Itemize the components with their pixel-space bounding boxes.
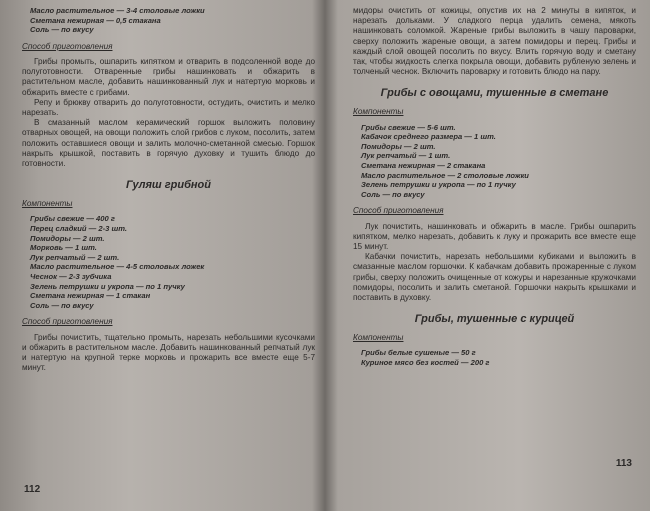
method-paragraph: Репу и брюкву отварить до полуготовности, остудить, очистить и мелко нарезать.: [22, 97, 315, 117]
ingredient-line: Масло растительное — 2 столовые ложки: [361, 170, 529, 180]
ingredient-line: Помидоры — 2 шт.: [361, 141, 436, 151]
ingredient-line: Сметана нежирная — 0,5 стакана: [30, 15, 161, 25]
ingredient-line: Грибы белые сушеные — 50 г: [361, 348, 476, 358]
ingredient-line: Кабачок среднего размера — 1 шт.: [361, 132, 496, 142]
ingredients-list: [353, 123, 636, 200]
ingredient-line: Помидоры — 2 шт.: [30, 233, 105, 243]
ingredient-line: Масло растительное — 4-5 столовых ложек: [30, 262, 205, 272]
recipe-title: Грибы, тушенные с курицей: [414, 313, 575, 326]
components-heading: Компоненты: [353, 107, 404, 117]
continued-paragraph: мидоры очистить от кожицы, опустив их на 2 минуты в кипяток, и нарезать дольками. У сладкого перца удалить семена, мякоть нашинковать соломкой. Жареные грибы выложить в чашу пароварки, сверху положить жареные овощи, а затем помидоры и перец. Грибы и каждый слой овощей посолить по вкусу. Влить горячую воду и сметану так, чтобы жидкость слегка покрыла овощи, добавить рубленую зелень и толченый чеснок. Включить пароварку и готовить блюдо на пару.: [353, 6, 636, 77]
ingredients-list: [353, 348, 636, 367]
method-paragraph: Лук почистить, нашинковать и обжарить в масле. Грибы ошпарить кипятком, мелко нарезать, добавить к луку и прожарить все вместе еще 15 минут.: [353, 221, 636, 251]
top-ingredients-list: [22, 6, 315, 35]
page-number: 112: [24, 483, 41, 495]
page-number: 113: [615, 457, 632, 469]
ingredient-line: Соль — по вкусу: [30, 300, 94, 310]
method-heading: Способ приготовления: [22, 317, 113, 327]
ingredient-line: Чеснок — 2-3 зубчика: [30, 271, 112, 281]
ingredient-line: Сметана нежирная — 2 стакана: [361, 161, 486, 170]
method-paragraph: В смазанный маслом керамический горшок выложить половину отварных овощей, на овощи положить слой грибов с луком, посолить, затем положить оставшиеся овощи и залить молочно-сметанной смесью. Горшок накрыть крышкой, поставить в горячую духовку и тушить блюдо до готовности.: [22, 118, 315, 169]
components-heading: Компоненты: [353, 333, 404, 343]
method-paragraph: Кабачки почистить, нарезать небольшими кубиками и выложить в смазанные маслом горшочки. К кабачкам добавить прожаренные с луком грибы, сверху положить очищенные от кожуры и нарезанные кружочками помидоры, посолить и залить сметаной. Горшочки накрыть крышками и поставить в духовку.: [353, 252, 636, 302]
method-paragraph: Грибы промыть, ошпарить кипятком и отварить в подсоленной воде до полуготовности. Отваренные грибы нашинковать и обжарить в растительном масле, добавить нашинкованный лук и натертую морковь и обжарить вместе с грибами.: [22, 56, 315, 97]
ingredient-line: Масло растительное — 3-4 столовые ложки: [30, 6, 205, 15]
ingredient-line: Лук репчатый — 2 шт.: [30, 252, 120, 262]
method-heading: Способ приготовления: [22, 41, 113, 51]
ingredient-line: Соль — по вкусу: [30, 25, 94, 35]
method-paragraph: Грибы почистить, тщательно промыть, нарезать небольшими кусочками и обжарить в растительном масле. Добавить нашинкованный репчатый лук и натертую на крупной терке морковь и прожарить все вместе еще 5-7 минут.: [22, 332, 315, 373]
ingredient-line: Сметана нежирная — 1 стакан: [30, 291, 151, 301]
ingredient-line: Соль — по вкусу: [361, 189, 425, 199]
ingredient-line: Грибы свежие — 400 г: [30, 214, 115, 224]
right-page: [329, 0, 650, 511]
components-heading: Компоненты: [22, 199, 73, 209]
recipe-title: Грибы с овощами, тушенные в сметане: [380, 87, 609, 100]
ingredient-line: Зелень петрушки и укропа — по 1 пучку: [361, 180, 516, 190]
ingredient-line: Морковь — 1 шт.: [30, 243, 97, 253]
method-heading: Способ приготовления: [353, 206, 444, 216]
ingredients-list: [22, 214, 315, 310]
ingredient-line: Лук репчатый — 1 шт.: [361, 151, 451, 161]
ingredient-line: Зелень петрушки и укропа — по 1 пучку: [30, 281, 185, 291]
ingredient-line: Перец сладкий — 2-3 шт.: [30, 224, 127, 234]
recipe-title: Гуляш грибной: [126, 179, 211, 192]
ingredient-line: Куриное мясо без костей — 200 г: [361, 358, 490, 367]
ingredient-line: Грибы свежие — 5-6 шт.: [361, 122, 456, 132]
